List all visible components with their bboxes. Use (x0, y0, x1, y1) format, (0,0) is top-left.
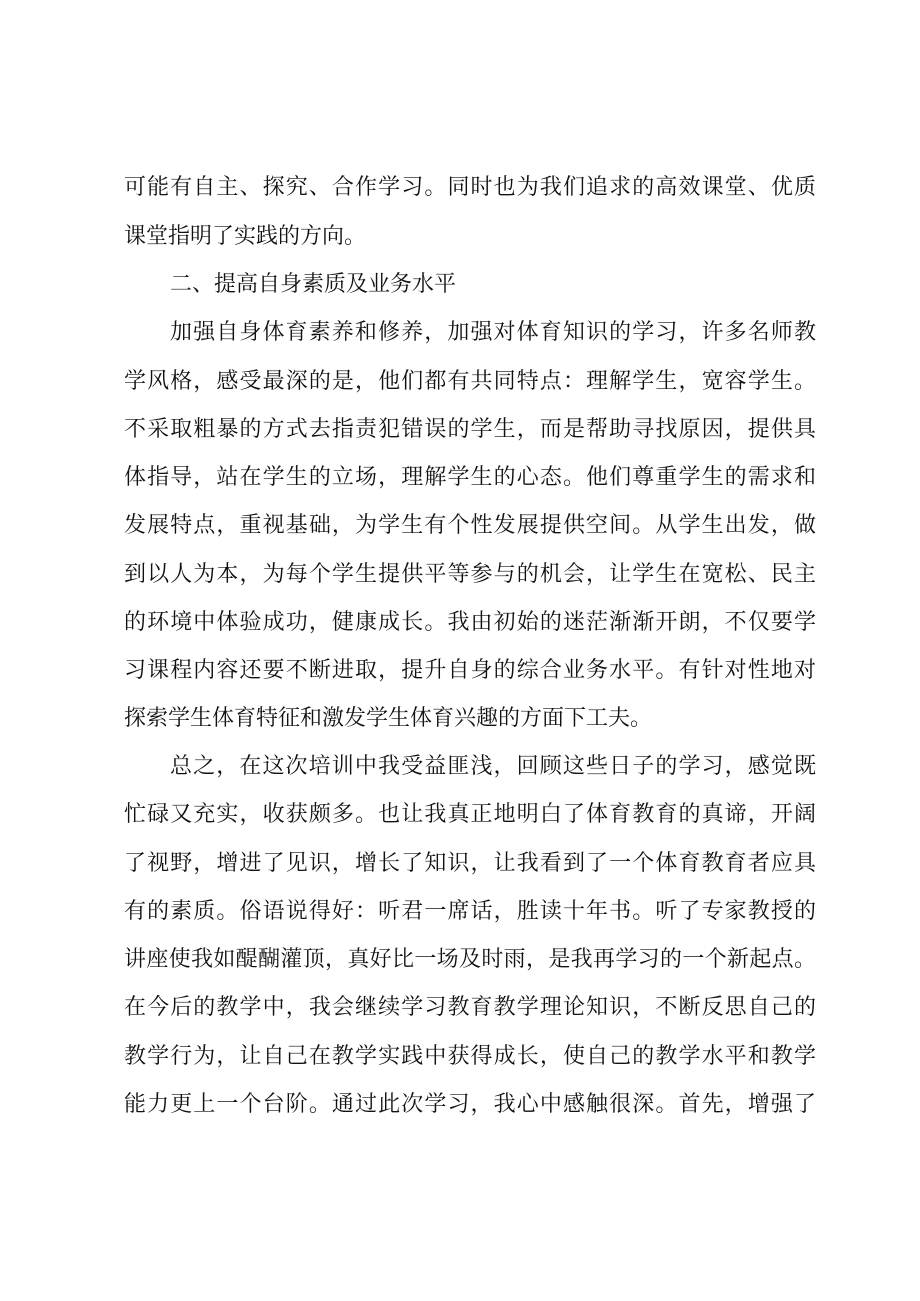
paragraph-first-line: 加强自身体育素养和修养，加强对体育知识的学习，许多名师教 (170, 320, 818, 345)
text-line: 不采取粗暴的方式去指责犯错误的学生，而是帮助寻找原因，提供具 (124, 417, 818, 442)
section-heading: 二、提高自身素质及业务水平 (170, 272, 457, 297)
text-line: 在今后的教学中，我会继续学习教育教学理论知识，不断反思自己的 (124, 995, 818, 1020)
text-line: 教学行为，让自己在教学实践中获得成长，使自己的教学水平和教学 (124, 1044, 818, 1069)
text-line: 了视野，增进了见识，增长了知识，让我看到了一个体育教育者应具 (124, 851, 818, 876)
text-line: 能力更上一个台阶。通过此次学习，我心中感触很深。首先，增强了 (124, 1092, 818, 1117)
text-line: 课堂指明了实践的方向。 (124, 224, 367, 249)
text-line: 体指导，站在学生的立场，理解学生的心态。他们尊重学生的需求和 (124, 465, 818, 490)
text-line: 探索学生体育特征和激发学生体育兴趣的方面下工夫。 (124, 706, 653, 731)
paragraph-first-line: 总之，在这次培训中我受益匪浅，回顾这些日子的学习，感觉既 (170, 754, 818, 779)
text-line: 有的素质。俗语说得好：听君一席话，胜读十年书。听了专家教授的 (124, 899, 818, 924)
text-line: 忙碌又充实，收获颇多。也让我真正地明白了体育教育的真谛，开阔 (124, 802, 818, 827)
text-line: 到以人为本，为每个学生提供平等参与的机会，让学生在宽松、民主 (124, 562, 818, 587)
text-line: 的环境中体验成功，健康成长。我由初始的迷茫渐渐开朗，不仅要学 (124, 610, 818, 635)
text-line: 学风格，感受最深的是，他们都有共同特点：理解学生，宽容学生。 (124, 369, 818, 394)
text-line: 讲座使我如醍醐灌顶，真好比一场及时雨，是我再学习的一个新起点。 (124, 947, 817, 972)
text-line: 习课程内容还要不断进取，提升自身的综合业务水平。有针对性地对 (124, 658, 818, 683)
text-line: 发展特点，重视基础，为学生有个性发展提供空间。从学生出发，做 (124, 513, 818, 538)
text-line: 可能有自主、探究、合作学习。同时也为我们追求的高效课堂、优质 (124, 175, 818, 200)
